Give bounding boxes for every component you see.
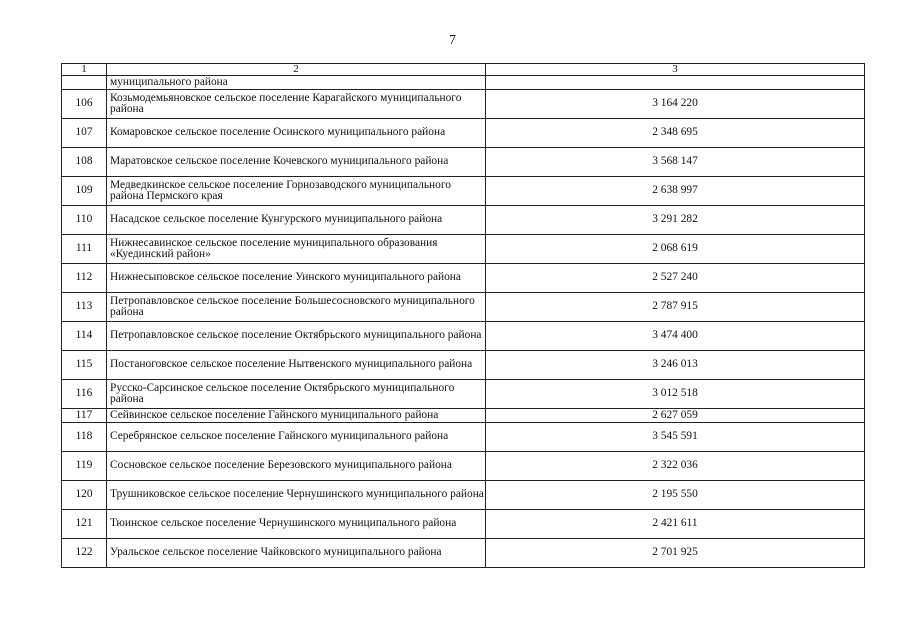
amount-value: 3 291 282 (486, 206, 865, 235)
continuation-row (62, 76, 865, 90)
settlement-name: Русско-Сарсинское сельское поселение Октябрьского муниципального района (107, 380, 486, 409)
row-number: 108 (62, 148, 107, 177)
table-row (62, 235, 865, 264)
table-row (62, 481, 865, 510)
page-number: 7 (449, 33, 456, 48)
row-number: 121 (62, 510, 107, 539)
continuation-num-cell (62, 76, 107, 90)
settlement-name: Трушниковское сельское поселение Чернушинского муниципального района (107, 481, 486, 510)
row-number: 120 (62, 481, 107, 510)
settlement-name: Маратовское сельское поселение Кочевского муниципального района (107, 148, 486, 177)
amount-value: 2 421 611 (486, 510, 865, 539)
row-number: 109 (62, 177, 107, 206)
table-row (62, 423, 865, 452)
amount-value: 3 545 591 (486, 423, 865, 452)
table-row (62, 206, 865, 235)
amount-value: 2 527 240 (486, 264, 865, 293)
amount-value: 2 627 059 (486, 409, 865, 423)
row-number: 119 (62, 452, 107, 481)
row-number: 112 (62, 264, 107, 293)
row-number: 115 (62, 351, 107, 380)
row-number: 122 (62, 539, 107, 568)
table-row (62, 322, 865, 351)
continuation-text: муниципального района (107, 76, 486, 90)
amount-value: 3 012 518 (486, 380, 865, 409)
table-row (62, 351, 865, 380)
amount-value: 3 474 400 (486, 322, 865, 351)
amount-value: 2 638 997 (486, 177, 865, 206)
continuation-amount-cell (486, 76, 865, 90)
column-header-1: 1 (62, 64, 107, 76)
row-number: 110 (62, 206, 107, 235)
row-number: 111 (62, 235, 107, 264)
settlement-name: Петропавловское сельское поселение Октябрьского муниципального района (107, 322, 486, 351)
table-row (62, 510, 865, 539)
settlement-name: Серебрянское сельское поселение Гайнского муниципального района (107, 423, 486, 452)
settlement-name: Медведкинское сельское поселение Горнозаводского муниципального района Пермского края (107, 177, 486, 206)
settlement-name: Постаноговское сельское поселение Нытвенского муниципального района (107, 351, 486, 380)
table-row (62, 409, 865, 423)
settlement-name: Петропавловское сельское поселение Большесосновского муниципального района (107, 293, 486, 322)
settlement-name: Тюинское сельское поселение Чернушинского муниципального района (107, 510, 486, 539)
row-number: 118 (62, 423, 107, 452)
table-row (62, 177, 865, 206)
appropriations-table (61, 63, 865, 568)
amount-value: 2 787 915 (486, 293, 865, 322)
settlement-name: Уральское сельское поселение Чайковского муниципального района (107, 539, 486, 568)
row-number: 106 (62, 90, 107, 119)
row-number: 107 (62, 119, 107, 148)
amount-value: 2 701 925 (486, 539, 865, 568)
settlement-name: Нижнесыповское сельское поселение Уинского муниципального района (107, 264, 486, 293)
table-header-row (62, 64, 865, 76)
amount-value: 3 164 220 (486, 90, 865, 119)
settlement-name: Комаровское сельское поселение Осинского муниципального района (107, 119, 486, 148)
column-header-3: 3 (486, 64, 865, 76)
row-number: 117 (62, 409, 107, 423)
settlement-name: Козьмодемьяновское сельское поселение Карагайского муниципального района (107, 90, 486, 119)
table-row (62, 119, 865, 148)
settlement-name: Нижнесавинское сельское поселение муниципального образования «Куединский район» (107, 235, 486, 264)
table-row (62, 539, 865, 568)
amount-value: 2 068 619 (486, 235, 865, 264)
row-number: 113 (62, 293, 107, 322)
row-number: 116 (62, 380, 107, 409)
amount-value: 3 568 147 (486, 148, 865, 177)
row-number: 114 (62, 322, 107, 351)
table-row (62, 452, 865, 481)
column-header-2: 2 (107, 64, 486, 76)
amount-value: 2 195 550 (486, 481, 865, 510)
settlement-name: Сосновское сельское поселение Березовского муниципального района (107, 452, 486, 481)
table-row (62, 264, 865, 293)
table-row (62, 380, 865, 409)
amount-value: 2 322 036 (486, 452, 865, 481)
table-row (62, 293, 865, 322)
table-row (62, 90, 865, 119)
amount-value: 3 246 013 (486, 351, 865, 380)
table-row (62, 148, 865, 177)
table-body (62, 64, 865, 568)
settlement-name: Сейвинское сельское поселение Гайнского муниципального района (107, 409, 486, 423)
amount-value: 2 348 695 (486, 119, 865, 148)
settlement-name: Насадское сельское поселение Кунгурского муниципального района (107, 206, 486, 235)
